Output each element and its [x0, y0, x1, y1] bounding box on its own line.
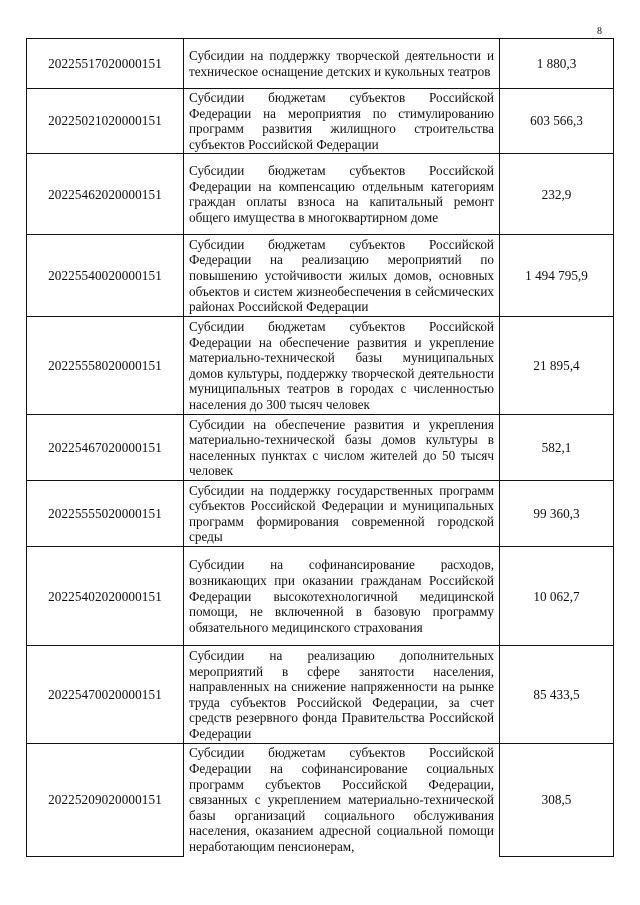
subsidy-amount: 1 880,3: [500, 39, 614, 89]
page-number: 8: [597, 26, 602, 37]
subsidy-description: Субсидии бюджетам субъектов Российской Федерации на софинансирование социальных программ субъектов Российской Федерации, связанных с укреплением материально-технической базы организаций социального обслуживания населения, оказанием адресной социальной помощи неработающим пенсионерам,: [184, 744, 500, 857]
subsidy-amount: 99 360,3: [500, 481, 614, 547]
subsidy-description: Субсидии на обеспечение развития и укрепления материально-технической базы домов культуры в населенных пунктах с числом жителей до 50 тысяч человек: [184, 415, 500, 481]
subsidy-description: Субсидии на поддержку творческой деятельности и техническое оснащение детских и кукольных театров: [184, 39, 500, 89]
subsidy-description: Субсидии бюджетам субъектов Российской Федерации на реализацию мероприятий по повышению устойчивости жилых домов, основных объектов и систем жизнеобеспечения в сейсмических районах Российской Федерации: [184, 235, 500, 317]
subsidy-description: Субсидии бюджетам субъектов Российской Федерации на мероприятия по стимулированию программ развития жилищного строительства субъектов Российской Федерации: [184, 89, 500, 154]
budget-code: 20225462020000151: [27, 154, 184, 235]
budget-code: 20225517020000151: [27, 39, 184, 89]
table-row: [27, 481, 614, 547]
subsidy-amount: 232,9: [500, 154, 614, 235]
subsidy-description: Субсидии на поддержку государственных программ субъектов Российской Федерации и муниципальных программ формирования современной городской среды: [184, 481, 500, 547]
budget-code: 20225402020000151: [27, 547, 184, 646]
table-row: [27, 235, 614, 317]
budget-code: 20225021020000151: [27, 89, 184, 154]
subsidy-amount: 10 062,7: [500, 547, 614, 646]
table-row: [27, 39, 614, 89]
subsidy-description: Субсидии на реализацию дополнительных мероприятий в сфере занятости населения, направленных на снижение напряженности на рынке труда субъектов Российской Федерации, за счет средств резервного фонда Правительства Российской Федерации: [184, 646, 500, 744]
table-row: [27, 89, 614, 154]
budget-code: 20225540020000151: [27, 235, 184, 317]
subsidy-amount: 308,5: [500, 744, 614, 857]
table-row: [27, 547, 614, 646]
subsidy-amount: 603 566,3: [500, 89, 614, 154]
subsidies-table: [26, 38, 614, 857]
subsidy-amount: 21 895,4: [500, 317, 614, 415]
budget-code: 20225555020000151: [27, 481, 184, 547]
budget-code: 20225558020000151: [27, 317, 184, 415]
budget-code: 20225467020000151: [27, 415, 184, 481]
table-row: [27, 415, 614, 481]
subsidy-description: Субсидии бюджетам субъектов Российской Федерации на обеспечение развития и укрепление материально-технической базы муниципальных домов культуры, поддержку творческой деятельности муниципальных театров в городах с численностью населения до 300 тысяч человек: [184, 317, 500, 415]
subsidy-amount: 582,1: [500, 415, 614, 481]
subsidy-amount: 85 433,5: [500, 646, 614, 744]
subsidy-amount: 1 494 795,9: [500, 235, 614, 317]
budget-code: 20225470020000151: [27, 646, 184, 744]
table-row: [27, 744, 614, 857]
table-row: [27, 154, 614, 235]
subsidy-description: Субсидии бюджетам субъектов Российской Федерации на компенсацию отдельным категориям граждан оплаты взноса на капитальный ремонт общего имущества в многоквартирном доме: [184, 154, 500, 235]
table-row: [27, 646, 614, 744]
budget-code: 20225209020000151: [27, 744, 184, 857]
table-row: [27, 317, 614, 415]
subsidy-description: Субсидии на софинансирование расходов, возникающих при оказании гражданам Российской Федерации высокотехнологичной медицинской помощи, не включенной в базовую программу обязательного медицинского страхования: [184, 547, 500, 646]
